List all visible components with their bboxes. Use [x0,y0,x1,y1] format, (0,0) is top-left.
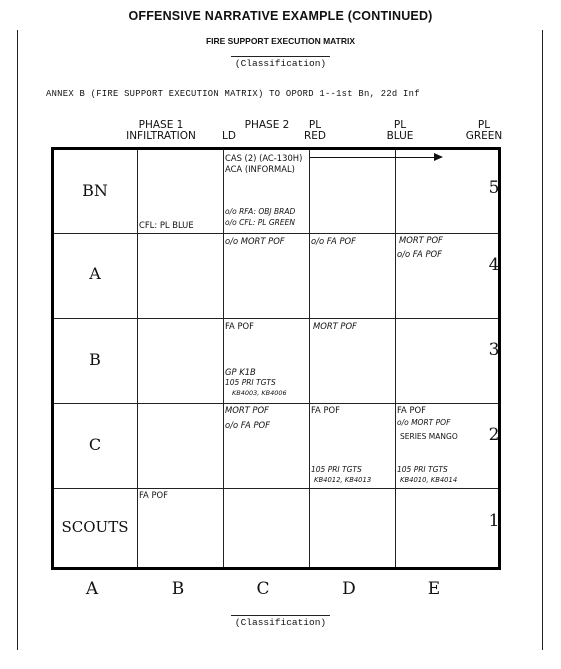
column-label-a: A [85,579,99,599]
row-divider [54,233,498,234]
phase2-header: PHASE 2 [244,119,290,131]
column-divider [223,150,224,567]
column-label-e: E [427,579,441,599]
column-label-c: C [256,579,270,599]
cell-c-d-line3: KB4012, KB4013 [314,476,372,484]
continuation-arrow-head [434,153,443,161]
cell-a-e-line2: o/o FA POF [397,249,442,259]
classification-bottom-text: (Classification) [231,615,330,628]
cell-bn-c-line1: CAS (2) (AC-130H) [225,153,303,163]
column-divider [137,150,138,567]
cell-b-c-line1: FA POF [225,321,254,331]
cell-a-e-line1: MORT POF [399,235,443,245]
pl-green-header [462,120,506,142]
cell-b-c-line4: KB4003, KB4006 [232,389,287,397]
row-number: 2 [488,425,500,445]
pl-green-name: GREEN [465,130,503,142]
annex-reference-line: ANNEX B (FIRE SUPPORT EXECUTION MATRIX) TO OPORD 1--1st Bn, 22d Inf [46,89,420,99]
column-divider [395,150,396,567]
cell-c-e-line1: FA POF [397,405,426,415]
row-label-a: A [89,264,101,283]
row-number: 5 [488,178,500,198]
cell-bn-c-line3: o/o RFA: OBJ BRAD [225,207,296,216]
row-number: 3 [488,340,500,360]
pl-blue-header [380,120,420,142]
row-divider [54,403,498,404]
column-label-d: D [342,579,356,599]
classification-bottom [0,617,561,628]
classification-top [0,58,561,69]
cell-b-d: MORT POF [313,321,357,331]
pl-blue-pl: PL [393,119,407,131]
cell-a-d: o/o FA POF [311,236,356,246]
cell-bn-c-line2: ACA (INFORMAL) [225,164,295,174]
cell-c-c-line2: o/o FA POF [225,420,270,430]
left-margin-rule [17,30,18,650]
cell-c-e-line4: 105 PRI TGTS [397,465,448,474]
ld-header: LD [222,130,236,142]
cell-c-c-line1: MORT POF [225,405,269,415]
cell-bn-b: CFL: PL BLUE [139,220,194,230]
row-number: 4 [488,255,500,275]
right-margin-rule [542,30,543,650]
continuation-arrow-line [310,157,436,158]
column-label-b: B [171,579,185,599]
cell-c-d-line1: FA POF [311,405,340,415]
document-title: OFFENSIVE NARRATIVE EXAMPLE (CONTINUED) [128,9,433,23]
cell-b-c-line3: 105 PRI TGTS [225,378,276,387]
cell-c-e-line3: SERIES MANGO [400,432,458,441]
pl-red-pl: PL [308,119,322,131]
classification-top-text: (Classification) [231,56,330,69]
row-number: 1 [488,511,500,531]
cell-c-d-line2: 105 PRI TGTS [311,465,362,474]
cell-scouts-b: FA POF [139,490,168,500]
cell-bn-c-line4: o/o CFL: PL GREEN [225,218,295,227]
phase1-label: PHASE 1 [138,119,184,131]
row-divider [54,318,498,319]
phase1-header [117,120,205,142]
cell-c-e-line5: KB4010, KB4014 [400,476,458,484]
row-label-scouts: SCOUTS [61,518,129,536]
column-divider [309,150,310,567]
document-subtitle: FIRE SUPPORT EXECUTION MATRIX [205,36,356,46]
row-divider [54,488,498,489]
cell-a-c: o/o MORT POF [225,236,285,246]
pl-blue-name: BLUE [386,130,414,142]
cell-c-e-line2: o/o MORT POF [397,418,451,427]
pl-green-pl: PL [477,119,491,131]
row-label-b: B [89,350,101,369]
cell-b-c-line2: GP K1B [225,367,256,377]
phase1-name: INFILTRATION [126,130,196,142]
pl-red-header [295,120,335,142]
pl-red-name: RED [303,130,326,142]
row-label-bn: BN [82,181,108,200]
row-label-c: C [88,435,102,454]
